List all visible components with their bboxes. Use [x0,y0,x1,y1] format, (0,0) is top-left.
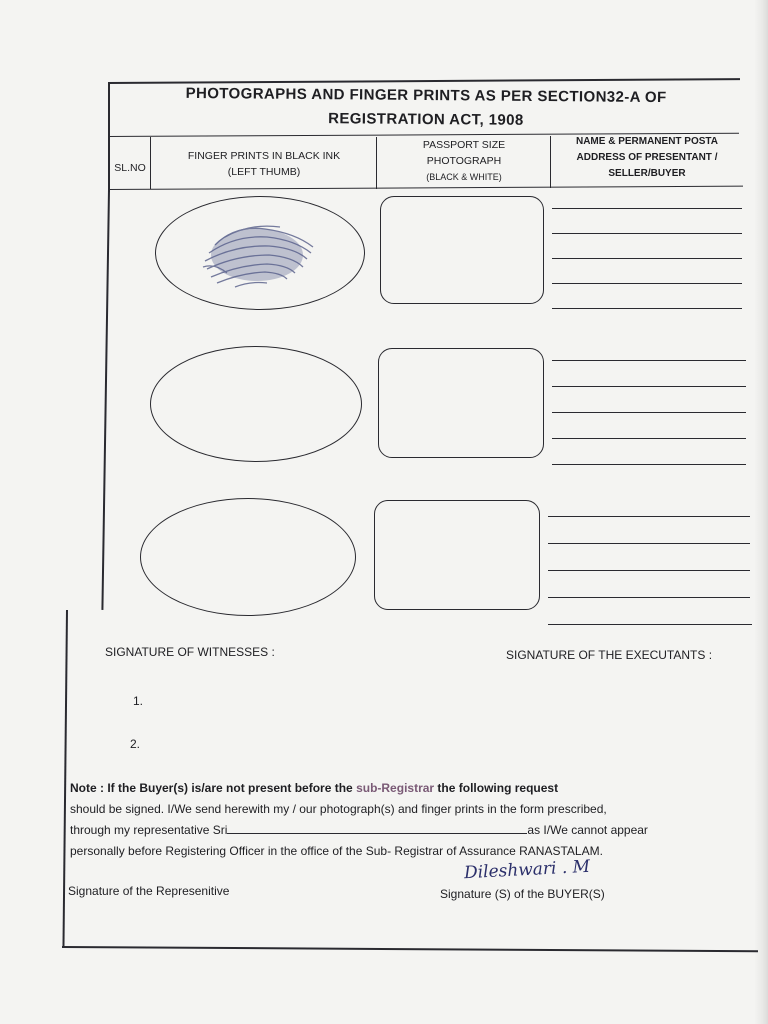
note-bold-suffix: the following request [434,781,559,795]
address-line [552,308,742,309]
address-line [552,360,746,361]
address-header-line-3: SELLER/BUYER [608,168,686,179]
photo-box-2 [378,348,544,458]
header-divider-2 [376,137,377,189]
address-header-line-2: ADDRESS OF PRESENTANT / [576,152,718,163]
address-line [552,283,742,284]
address-line [552,233,742,234]
title-line-2: REGISTRATION ACT, 1908 [328,110,524,129]
address-line [548,516,750,517]
note-bold-prefix: Note : If the Buyer(s) is/are not present before the [70,781,357,795]
representative-signature-label: Signature of the Represenitive [68,884,230,898]
title-line-1: PHOTOGRAPHS AND FINGER PRINTS AS PER SECTION32-A OF [185,84,667,107]
page-fold-shadow [754,0,768,1024]
address-line [552,258,742,259]
representative-name-blank[interactable] [227,823,527,834]
slno-label: SL.NO [114,162,146,174]
buyer-handwritten-signature: Dileshwari . M [463,856,591,884]
photograph-label: PHOTOGRAPH [426,155,502,167]
column-header-finger-prints [152,148,376,180]
photo-box-3 [374,500,540,610]
witness-number-1: 1. [133,694,144,708]
signature-of-executants-label: SIGNATURE OF THE EXECUTANTS : [506,648,713,662]
note-sub-registrar: sub-Registrar [356,781,435,795]
address-line [552,438,746,439]
address-line [548,570,750,571]
header-divider-3 [550,136,551,188]
column-header-slno [110,160,150,176]
note-block [70,778,760,862]
thumb-impression-oval-2 [150,346,362,462]
frame-left-border-lower [101,190,109,610]
black-white-label: (BLACK & WHITE) [426,172,502,182]
note-line-4: personally before Registering Officer in the office of the Sub- Registrar of Assurance RANASTALAM. [70,844,603,858]
note-line-1 [70,778,760,799]
address-line [548,597,750,598]
note-line-3 [70,820,760,841]
note-line-2: should be signed. I/We send herewith my / our photograph(s) and finger prints in the form prescribed, [70,802,607,816]
passport-size-label: PASSPORT SIZE [422,139,506,151]
address-line [552,464,746,465]
witness-number-2: 2. [130,737,141,751]
address-line [552,412,746,413]
note-representative-suffix: as I/We cannot appear [527,823,648,837]
buyer-signature-label: Signature (S) of the BUYER(S) [440,887,605,901]
form-title [112,81,740,134]
signature-of-witnesses-label: SIGNATURE OF WITNESSES : [105,645,275,659]
address-line [552,386,746,387]
photo-box-1 [380,196,544,304]
finger-prints-label: FINGER PRINTS IN BLACK INK [187,150,341,162]
address-header-line-1: NAME & PERMANENT POSTA [575,136,719,147]
left-thumb-label: (LEFT THUMB) [227,166,301,178]
thumb-impression-mark [195,215,320,295]
frame-bottom-border [62,946,758,952]
note-representative-prefix: through my representative Sri [70,823,228,837]
column-header-photograph [378,137,550,185]
column-header-address [552,134,742,182]
header-divider-1 [150,137,151,189]
header-bottom-rule [109,186,743,191]
thumb-impression-oval-3 [140,498,356,616]
frame-left-border-bottom [62,610,67,946]
address-line [552,208,742,209]
address-line [548,624,752,625]
address-line [548,543,750,544]
